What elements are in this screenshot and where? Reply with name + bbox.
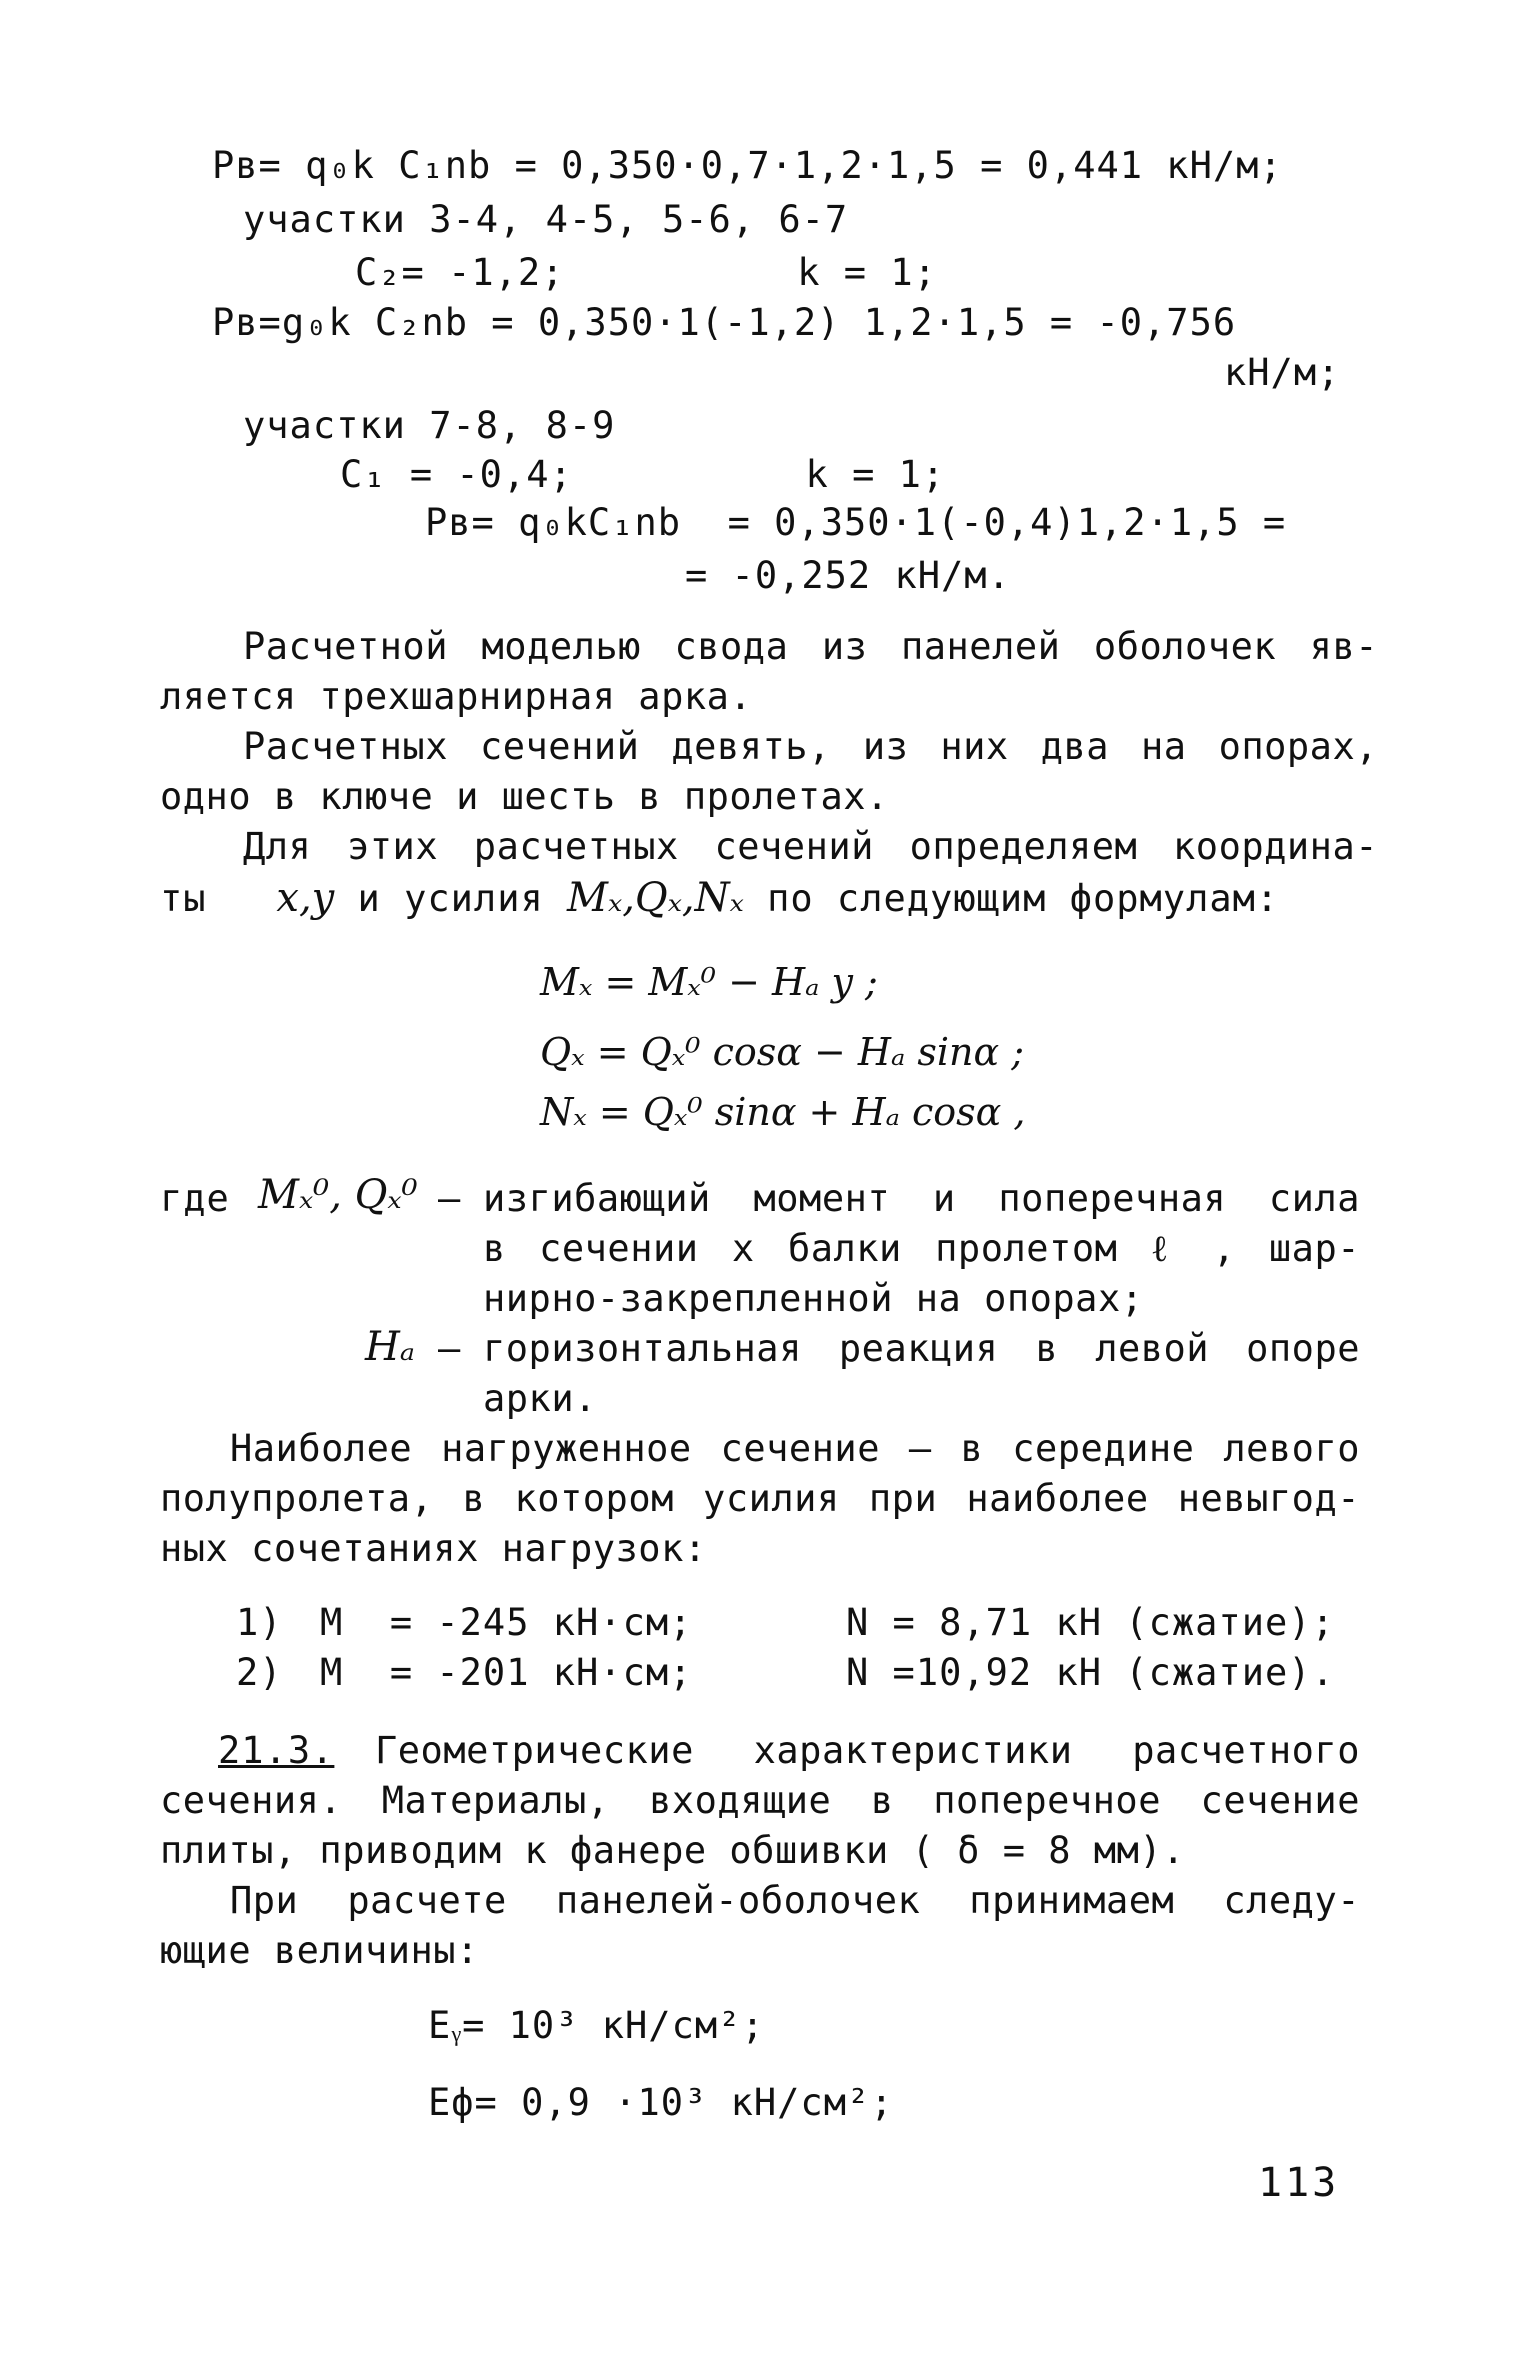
combo-2-normal: N =10,92 кН (сжатие). — [846, 1651, 1335, 1694]
paragraph-arch-model — [160, 622, 1378, 722]
combo-1-moment: M = -245 кН·см; — [320, 1601, 693, 1644]
paragraph-line: сечения. Материалы, входящие в поперечное сечение — [160, 1779, 1360, 1822]
calc-line-4: Pв=g₀k C₂nb = 0,350·1(-1,2) 1,2·1,5 = -0,756 — [212, 301, 1237, 344]
paragraph-sections-count — [160, 722, 1378, 822]
combo-2-moment: M = -201 кН·см; — [320, 1651, 693, 1694]
definition-line: изгибающий момент и поперечная сила — [483, 1177, 1360, 1220]
page-number: 113 — [1258, 2160, 1340, 2206]
symbol-mx-qx: Mₓ⁰, Qₓ⁰ — [258, 1172, 418, 1218]
definition-mx-qx — [483, 1174, 1360, 1324]
paragraph-line: одно в ключе и шесть в пролетах. — [160, 775, 889, 818]
combo-1-number: 1) — [236, 1601, 283, 1644]
calc-line-8: Pв= q₀kC₁nb = 0,350·1(-0,4)1,2·1,5 = — [425, 501, 1287, 544]
symbol-ha: Hₐ — [365, 1324, 415, 1370]
paragraph-line: ных сочетаниях нагрузок: — [160, 1527, 707, 1570]
paragraph-line: Расчетной моделью свода из панелей оболочек яв- — [243, 625, 1378, 668]
formula-normal: Nₓ = Qₓ⁰ sinα + Hₐ cosα , — [540, 1090, 1026, 1134]
paragraph-line: При расчете панелей-оболочек принимаем следу- — [230, 1879, 1360, 1922]
calc-line-9: = -0,252 кН/м. — [685, 554, 1011, 597]
section-number-text: 21.3. — [218, 1729, 335, 1772]
paragraph-loaded-section — [160, 1424, 1360, 1574]
modulus-line-2: Eф= 0,9 ·10³ кН/см²; — [428, 2081, 894, 2124]
paragraph-line: плиты, приводим к фанере обшивки ( δ = 8 мм). — [160, 1829, 1185, 1872]
definition-dash: – — [438, 1327, 462, 1370]
combo-2-number: 2) — [236, 1651, 283, 1694]
definition-dash: – — [438, 1177, 462, 1220]
definition-ha — [483, 1324, 1360, 1424]
calc-line-6: участки 7-8, 8-9 — [243, 404, 616, 447]
paragraph-line: Для этих расчетных сечений определяем координа- — [243, 825, 1378, 868]
combo-1-normal: N = 8,71 кН (сжатие); — [846, 1601, 1335, 1644]
modulus-line-1: Eᵧ= 10³ кН/см²; — [428, 2004, 765, 2047]
paragraph-accepted-values — [160, 1876, 1360, 1976]
force-vars: Mₓ,Qₓ,Nₓ — [567, 875, 744, 921]
definition-line: арки. — [483, 1377, 597, 1420]
definition-line: в сечении x балки пролетом ℓ , шар- — [483, 1227, 1360, 1270]
section-heading-line-1 — [375, 1726, 1360, 1776]
paragraph-coordinates — [160, 822, 1378, 872]
paragraph-line: Геометрические характеристики расчетного — [375, 1729, 1360, 1772]
text-fragment: и усилия — [357, 877, 544, 920]
formula-shear: Qₓ = Qₓ⁰ cosα − Hₐ sinα ; — [540, 1030, 1025, 1074]
coordinate-vars: x,y — [276, 875, 335, 921]
formula-moment: Mₓ = Mₓ⁰ − Hₐ y ; — [540, 960, 878, 1004]
calc-line-3: C₂= -1,2; k = 1; — [355, 251, 937, 294]
paragraph-line: ющие величины: — [160, 1929, 479, 1972]
paragraph-coordinates-line-2 — [160, 875, 1279, 922]
section-text — [160, 1776, 1360, 1876]
text-fragment: по следующим формулам: — [767, 877, 1280, 920]
paragraph-line: Наиболее нагруженное сечение – в середине левого — [230, 1427, 1360, 1470]
calc-line-2: участки 3-4, 4-5, 5-6, 6-7 — [243, 198, 849, 241]
paragraph-line: Расчетных сечений девять, из них два на опорах, — [243, 725, 1378, 768]
calc-line-5: кН/м; — [1224, 351, 1341, 394]
paragraph-line: полупролета, в котором усилия при наиболее невыгод- — [160, 1477, 1360, 1520]
definition-line: нирно-закрепленной на опорах; — [483, 1277, 1144, 1320]
paragraph-line: ляется трехшарнирная арка. — [160, 675, 753, 718]
calc-line-7: C₁ = -0,4; k = 1; — [340, 453, 946, 496]
where-label: где — [160, 1177, 230, 1220]
section-number — [218, 1728, 334, 1774]
definition-line: горизонтальная реакция в левой опоре — [483, 1327, 1360, 1370]
text-fragment: ты — [160, 877, 207, 920]
calc-line-1: Pв= q₀k C₁nb = 0,350·0,7·1,2·1,5 = 0,441 кН/м; — [212, 144, 1283, 187]
